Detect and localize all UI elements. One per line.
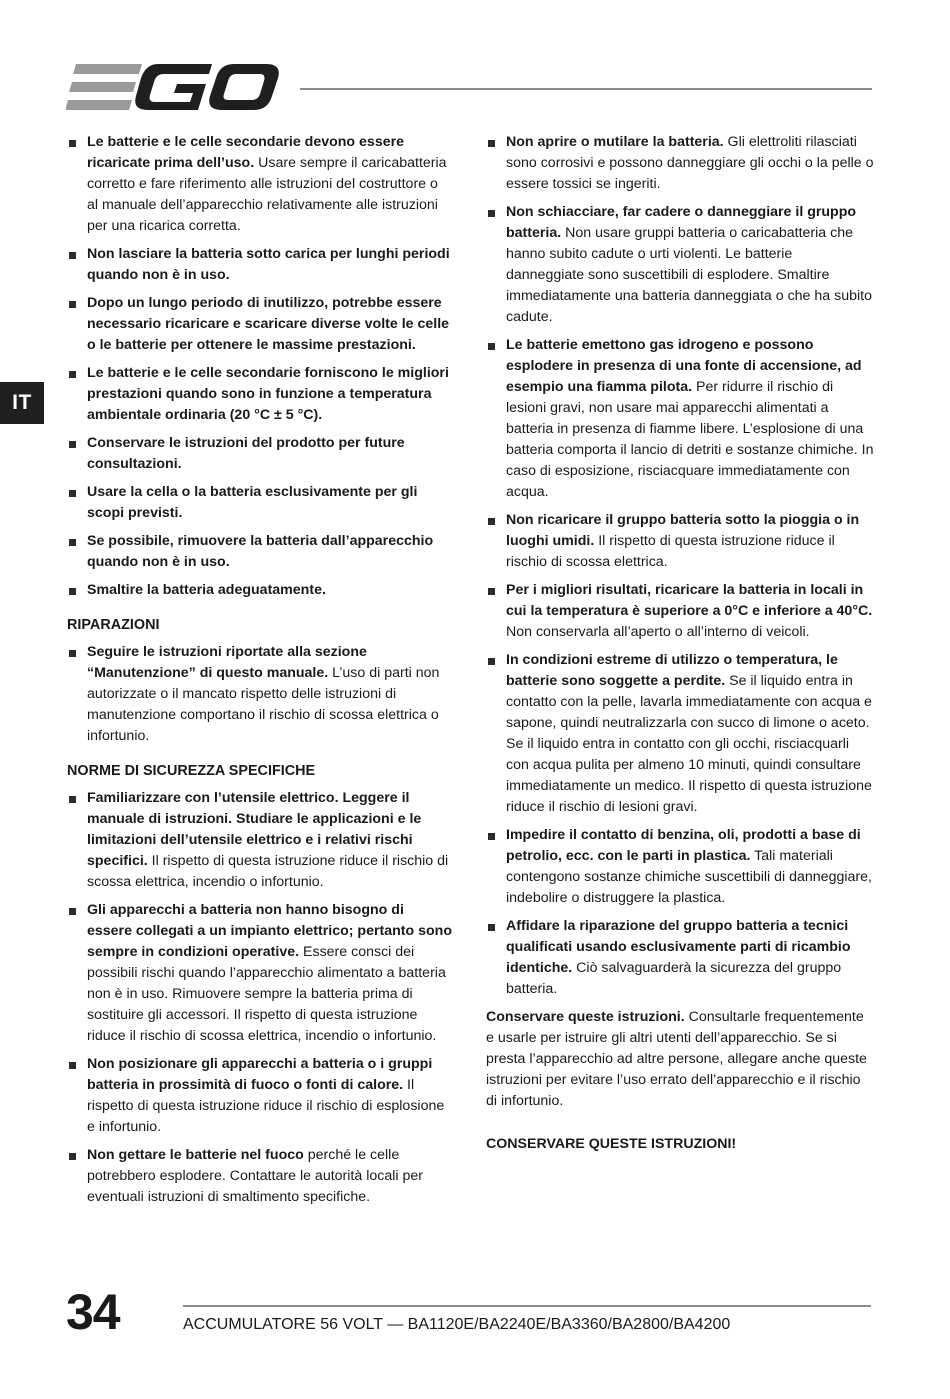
list-item <box>486 916 874 1000</box>
header-rule <box>300 88 872 90</box>
list-item-text: Non usare gruppi batteria o caricabatteria che hanno subito cadute o urti violenti. Le batterie danneggiate sono suscettibili di esplodere. Smaltire immediatamente una batteria danneggiata o che ha subito cadute. <box>506 225 872 325</box>
list-item <box>67 531 452 573</box>
left-column <box>67 132 452 1215</box>
list-item-bold: In condizioni estreme di utilizzo o temperatura, le batterie sono soggette a perdite. <box>506 652 838 689</box>
list-item-bold: Smaltire la batteria adeguatamente. <box>87 582 326 598</box>
list-item-bold: Non lasciare la batteria sotto carica per lunghi periodi quando non è in uso. <box>87 246 450 283</box>
list-item <box>486 825 874 909</box>
list-item-bold: Non gettare le batterie nel fuoco <box>87 1147 304 1163</box>
conserve-paragraph <box>486 1007 874 1112</box>
list-item-bold: Non aprire o mutilare la batteria. <box>506 134 724 150</box>
list-item <box>486 650 874 818</box>
list-item <box>67 293 452 356</box>
list-item <box>67 132 452 237</box>
list-item-bold: Per i migliori risultati, ricaricare la batteria in locali in cui la temperatura è superiore a 0°C e inferiore a 40°C. <box>506 582 873 619</box>
list-item <box>67 433 452 475</box>
list-item-bold: Familiarizzare con l’utensile elettrico. Leggere il manuale di istruzioni. Studiare le applicazioni e le limitazioni dell’utensile elettrico e i relativi rischi specifici. <box>87 790 422 869</box>
heading-norme: NORME DI SICUREZZA SPECIFICHE <box>67 763 316 779</box>
list-item <box>486 202 874 328</box>
list-item-bold: Le batterie e le celle secondarie devono essere ricaricate prima dell’uso. <box>87 134 405 171</box>
closing-statement: CONSERVARE QUESTE ISTRUZIONI! <box>486 1136 737 1152</box>
footer-title: ACCUMULATORE 56 VOLT — BA1120E/BA2240E/BA3360/BA2800/BA4200 <box>183 1316 731 1333</box>
list-item-bold: Conservare le istruzioni del prodotto per future consultazioni. <box>87 435 405 472</box>
list-item <box>486 580 874 643</box>
specific-safety-list <box>67 788 452 1208</box>
page-number: 34 <box>66 1284 120 1340</box>
list-item <box>486 510 874 573</box>
list-item <box>67 1054 452 1138</box>
heading-riparazioni: RIPARAZIONI <box>67 617 160 633</box>
list-item-bold: Seguire le istruzioni riportate alla sezione “Manutenzione” di questo manuale. <box>87 644 367 681</box>
list-item-text: Non conservarla all’aperto o all’interno di veicoli. <box>506 624 810 640</box>
repairs-list <box>67 642 452 747</box>
list-item <box>486 335 874 503</box>
list-item-bold: Le batterie emettono gas idrogeno e possono esplodere in presenza di una fonte di accensione, ad esempio una fiamma pilota. <box>506 337 862 395</box>
list-item <box>67 482 452 524</box>
list-item-text: L’uso di parti non autorizzate o il mancato rispetto delle istruzioni di manutenzione comportano il rischio di scossa elettrica o infortunio. <box>87 665 440 744</box>
list-item-text: Il rispetto di questa istruzione riduce il rischio di esplosione e infortunio. <box>87 1077 445 1135</box>
conserve-bold: Conservare queste istruzioni. <box>486 1009 685 1025</box>
list-item <box>67 244 452 286</box>
list-item-text: perché le celle potrebbero esplodere. Contattare le autorità locali per eventuali istruzioni di smaltimento specifiche. <box>87 1147 423 1205</box>
conserve-text: Consultarle frequentemente e usarle per istruire gli altri utenti dell’apparecchio. Se si presta l’apparecchio ad altre persone, allegare anche queste istruzioni per evitare l’uso errato dell’apparecchio e il rischio di infortunio. <box>486 1009 867 1109</box>
list-item-text: Per ridurre il rischio di lesioni gravi, non usare mai apparecchi alimentati a batteria in presenza di fiamme libere. L’esplosione di una batteria comporta il lancio di detriti e sostanze chimiche. In caso di esposizione, risciacquare immediatamente con acqua. <box>506 379 874 500</box>
language-tab: IT <box>0 382 44 424</box>
ego-logo <box>66 62 280 114</box>
list-item-bold: Impedire il contatto di benzina, oli, prodotti a base di petrolio, ecc. con le parti in plastica. <box>506 827 861 864</box>
list-item-bold: Se possibile, rimuovere la batteria dall’apparecchio quando non è in uso. <box>87 533 434 570</box>
list-item-bold: Non schiacciare, far cadere o danneggiare il gruppo batteria. <box>506 204 857 241</box>
list-item-text: Essere consci dei possibili rischi quando l’apparecchio alimentato a batteria non è in uso. Rimuovere sempre la batteria prima di sostituire gli accessori. Il rispetto di questa istruzione riduce il rischio di scossa elettrica, incendio o infortunio. <box>87 944 446 1044</box>
list-item-bold: Gli apparecchi a batteria non hanno bisogno di essere collegati a un impianto elettrico; pertanto sono sempre in condizioni operative. <box>87 902 453 960</box>
list-item <box>67 900 452 1047</box>
footer-rule <box>183 1305 871 1307</box>
list-item <box>67 363 452 426</box>
list-item <box>486 132 874 195</box>
ego-logo-graphic <box>66 62 280 114</box>
list-item <box>67 642 452 747</box>
list-item <box>67 1145 452 1208</box>
list-item-text: Ciò salvaguarderà la sicurezza del gruppo batteria. <box>506 960 842 997</box>
list-item <box>67 788 452 893</box>
list-item-text: Il rispetto di questa istruzione riduce il rischio di scossa elettrica, incendio o infortunio. <box>87 853 449 890</box>
battery-warnings-list <box>486 132 874 1000</box>
list-item-text: Il rispetto di questa istruzione riduce il rischio di scossa elettrica. <box>506 533 835 570</box>
right-column <box>486 132 874 1155</box>
list-item-bold: Non posizionare gli apparecchi a batteria o i gruppi batteria in prossimità di fuoco o fonti di calore. <box>87 1056 433 1093</box>
list-item-bold: Non ricaricare il gruppo batteria sotto la pioggia o in luoghi umidi. <box>506 512 860 549</box>
list-item-bold: Dopo un lungo periodo di inutilizzo, potrebbe essere necessario ricaricare e scaricare diverse volte le celle o le batterie per ottenere le massime prestazioni. <box>87 295 450 353</box>
list-item-bold: Affidare la riparazione del gruppo batteria a tecnici qualificati usando esclusivamente parti di ricambio identiche. <box>506 918 851 976</box>
battery-care-list <box>67 132 452 601</box>
list-item-text: Se il liquido entra in contatto con la pelle, lavarla immediatamente con acqua e sapone, quindi neutralizzarla con succo di limone o aceto. Se il liquido entra in contatto con gli occhi, risciacquarli con acqua pulita per almeno 10 minuti, quindi consultare immediatamente un medico. Il rispetto di questa istruzione riduce il rischio di lesioni gravi. <box>506 673 872 815</box>
list-item <box>67 580 452 601</box>
list-item-text: Usare sempre il caricabatteria corretto e fare riferimento alle istruzioni del costruttore o al manuale dell’apparecchio relativamente alle istruzioni per una ricarica corretta. <box>87 155 447 234</box>
list-item-bold: Usare la cella o la batteria esclusivamente per gli scopi previsti. <box>87 484 418 521</box>
list-item-bold: Le batterie e le celle secondarie forniscono le migliori prestazioni quando sono in funzione a temperatura ambientale ordinaria (20 °C ± 5 °C). <box>87 365 449 423</box>
list-item-text: Gli elettroliti rilasciati sono corrosivi e possono danneggiare gli occhi o la pelle o essere tossici se ingeriti. <box>506 134 874 192</box>
list-item-text: Tali materiali contengono sostanze chimiche suscettibili di danneggiare, indebolire o distruggere la plastica. <box>506 848 872 906</box>
